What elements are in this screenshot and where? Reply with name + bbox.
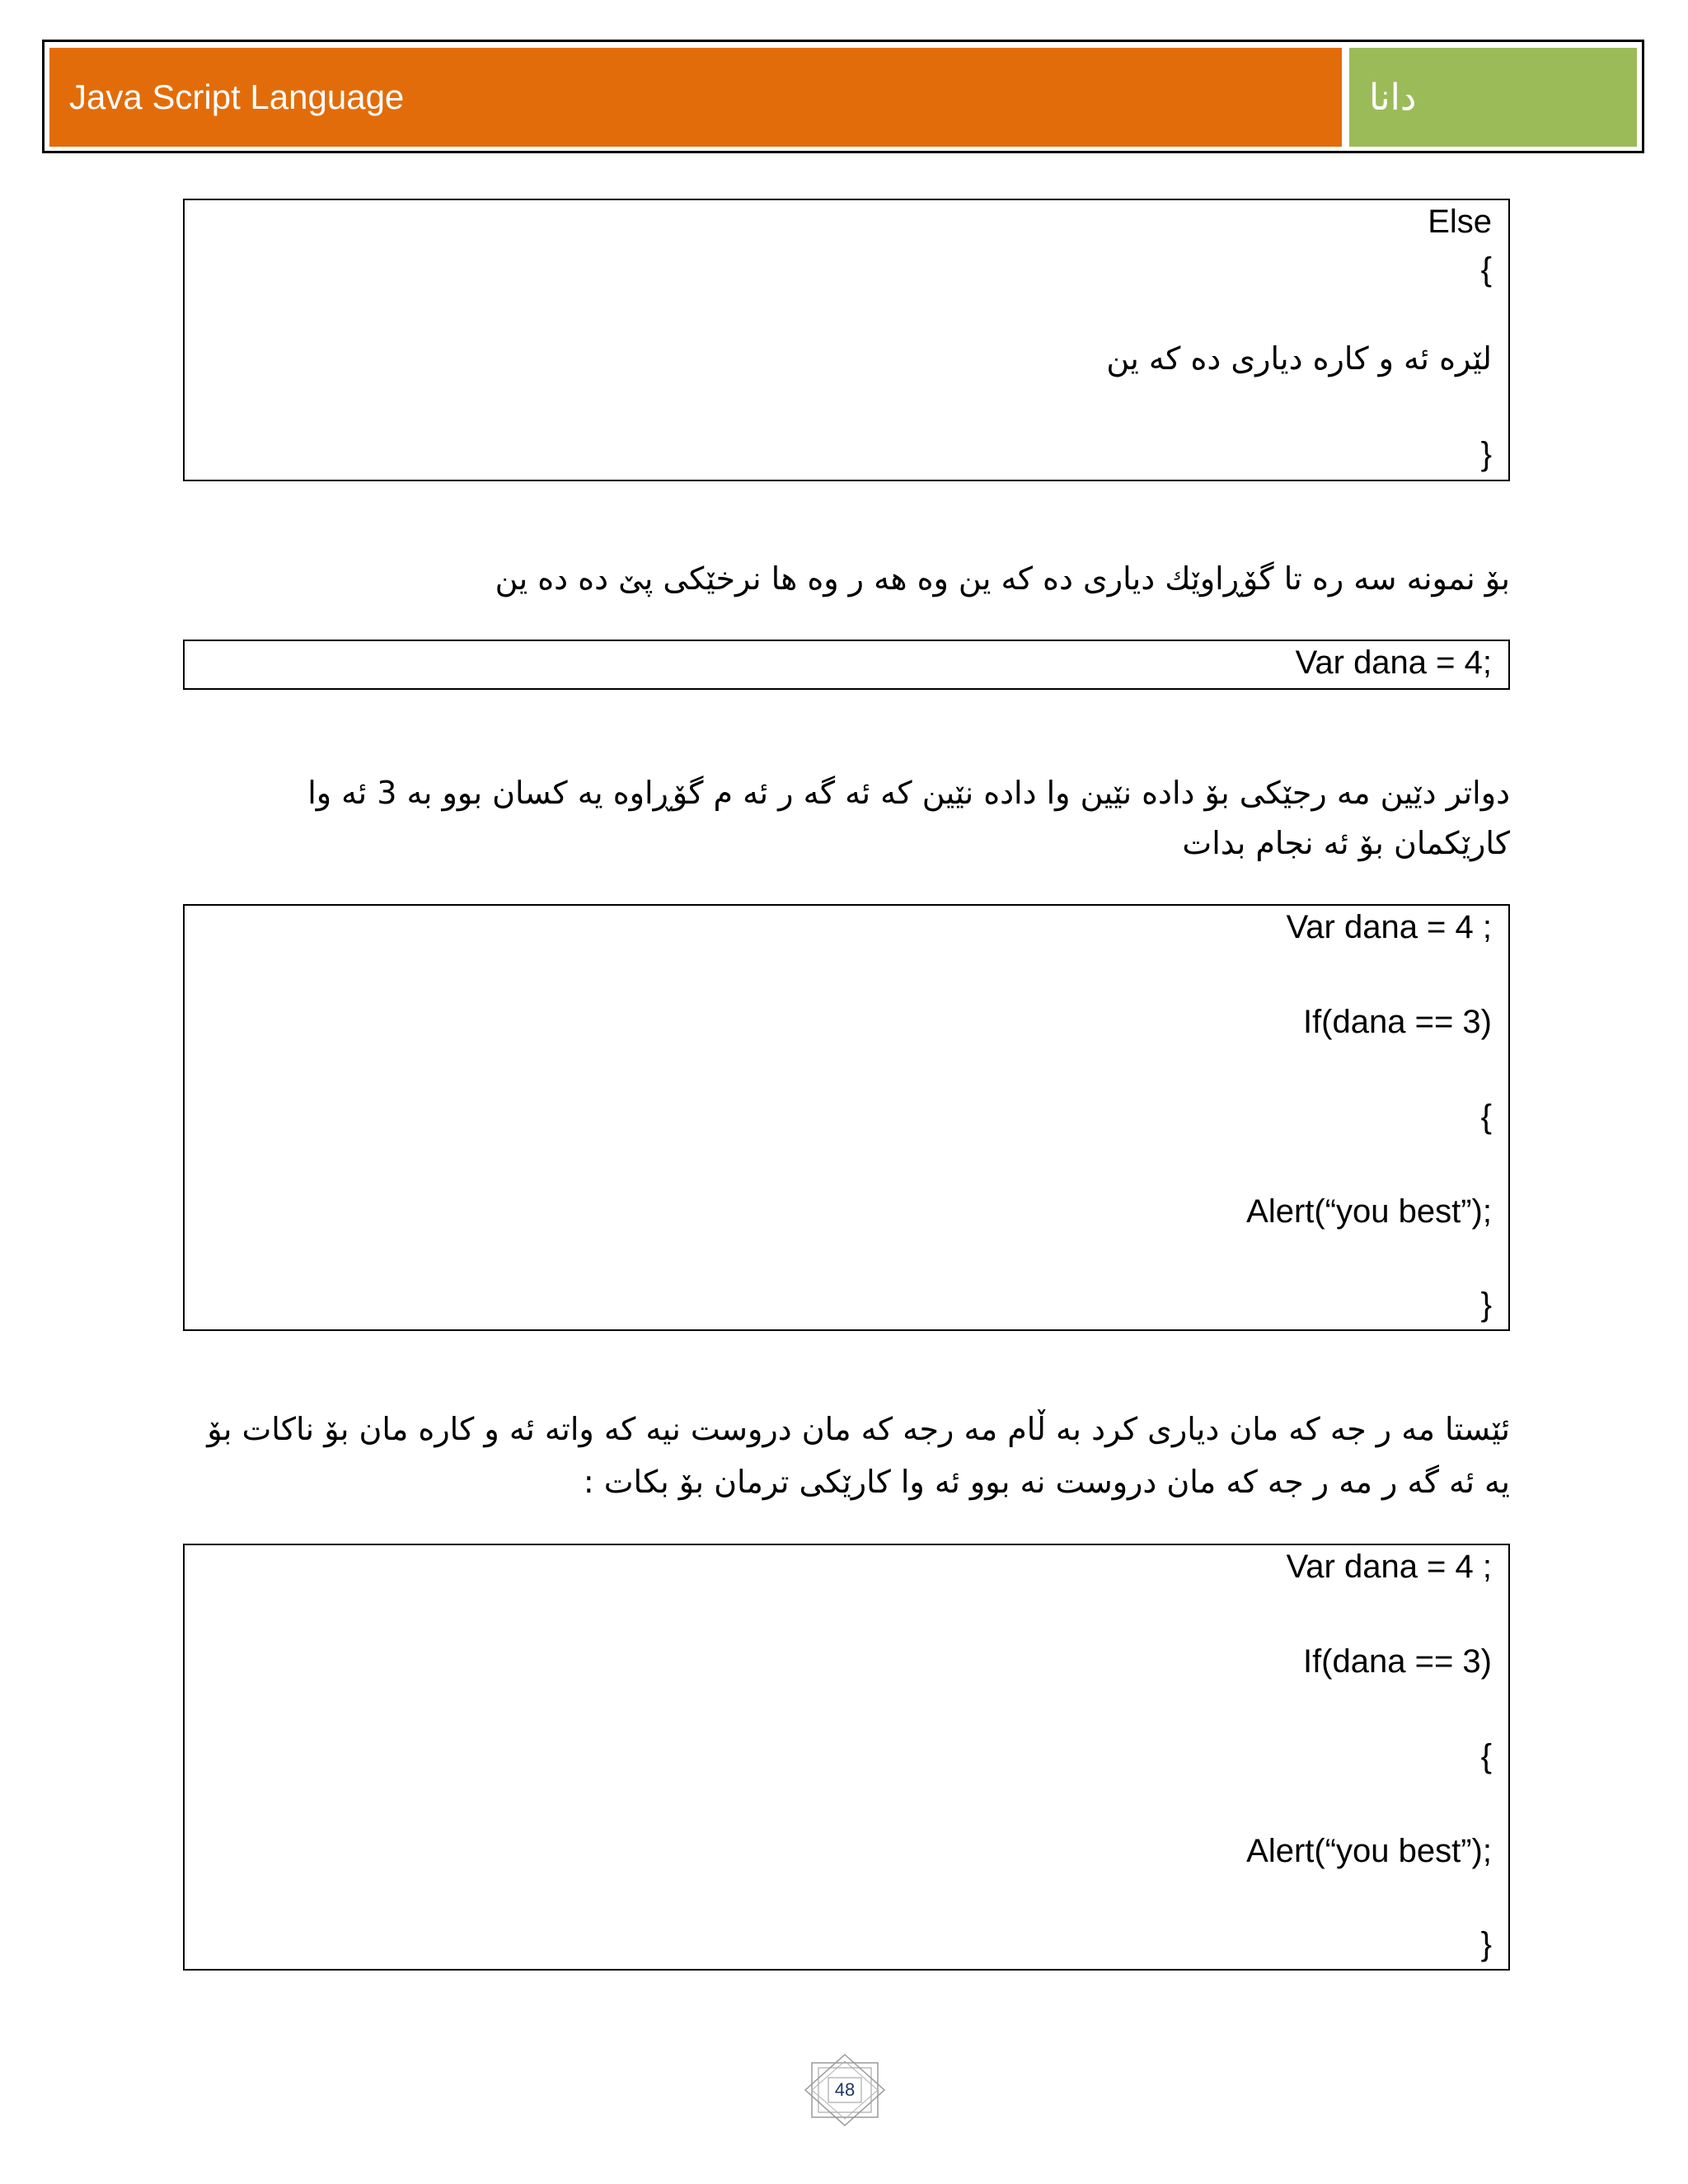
paragraph-text: كارێكمان بۆ ئه نجام بدات — [1182, 825, 1510, 861]
code-box-if — [183, 904, 1510, 1331]
code-box-else — [183, 199, 1510, 481]
header-title-bar — [49, 48, 1342, 147]
code-line: Var dana = 4; — [1295, 644, 1492, 681]
paragraph-text: یه ئه گه ر مه ر جه كه مان دروست نه بوو ئه وا كارێكی ترمان بۆ بكات : — [583, 1464, 1510, 1500]
paragraph-text: بۆ نمونه سه ره تا گۆڕاوێك دیاری ده كه ین وه هه ر وه ها نرخێكی پێ ده ده ین — [495, 560, 1510, 597]
code-line: { — [1480, 1738, 1492, 1774]
code-comment: لێره ئه و كاره دیاری ده كه ین — [1106, 340, 1492, 377]
page-number-badge — [804, 2053, 886, 2127]
code-line: { — [1480, 251, 1492, 288]
code-line: Var dana = 4 ; — [1286, 909, 1492, 945]
code-box-if-2 — [183, 1544, 1510, 1971]
code-line: } — [1480, 436, 1492, 472]
header-author: دانا — [1369, 76, 1417, 119]
code-line: } — [1480, 1926, 1492, 1962]
code-line: If(dana == 3) — [1302, 1004, 1492, 1040]
code-line: Var dana = 4 ; — [1286, 1549, 1492, 1585]
code-box-var — [183, 640, 1510, 690]
paragraph-text: ئێستا مه ر جه كه مان دیاری كرد به ڵام مه رجه كه مان دروست نیه كه واته ئه و كاره مان بۆ ناكات بۆ — [207, 1411, 1510, 1447]
paragraph-text: دواتر دێین مه رجێكی بۆ داده نێین وا داده نێین كه ئه گه ر ئه م گۆڕاوه یه كسان بوو به 3 ئه وا — [307, 775, 1510, 811]
code-line: Alert(“you best”); — [1246, 1193, 1492, 1230]
code-line: Alert(“you best”); — [1246, 1833, 1492, 1869]
code-line: } — [1480, 1286, 1492, 1323]
code-line: { — [1480, 1099, 1492, 1135]
code-line: Else — [1428, 204, 1492, 240]
header-author-bar — [1349, 48, 1637, 147]
code-line: If(dana == 3) — [1302, 1643, 1492, 1680]
header-title: Java Script Language — [69, 77, 405, 116]
page-number: 48 — [834, 2079, 856, 2100]
